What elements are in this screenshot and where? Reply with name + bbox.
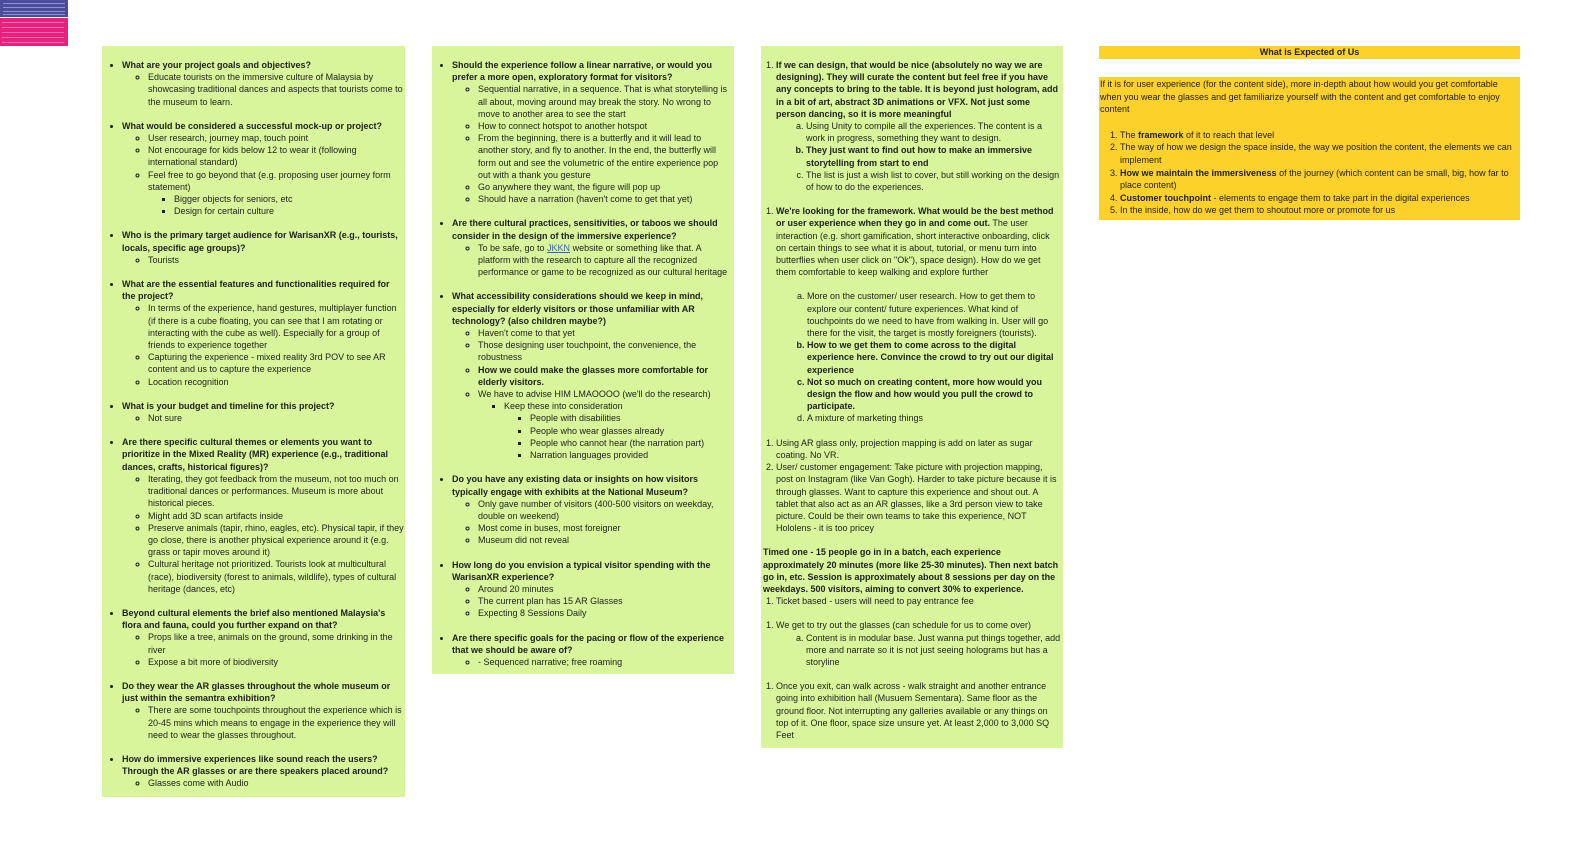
question-text: • Do they wear the AR glasses throughout the whole museum or just within the semantra exhibition?	[122, 680, 391, 704]
question-item	[452, 473, 732, 546]
answer-item: ◦ Only gave number of visitors (400-500 visitors on weekday, double on weekend)	[478, 498, 732, 522]
note-item: 1. We get to try out the glasses (can schedule for us to come over) a. Content is in modular base. Just wanna put things together, add more and narrate so it is not just seeing holograms but has a storyline	[776, 619, 1061, 668]
answer-subitem: ▪ Keep these into consideration ▪ People with disabilities ▪ People who wear glasses already ▪ People who cannot hear (the narration part) ▪ Narration languages provided	[504, 400, 732, 461]
answer-item: ◦ Might add 3D scan artifacts inside	[148, 510, 405, 522]
question-text: • How long do you envision a typical visitor spending with the WarisanXR experience?	[452, 559, 711, 582]
answer-item: ◦ Iterating, they got feedback from the museum, not too much on traditional dances or performances. Museum is more about historical pieces.	[148, 473, 405, 510]
sticky-note-notes[interactable]	[761, 46, 1063, 748]
answer-item: ◦ To be safe, go to JKKN website or something like that. A platform with the research to capture all the recognized performance or game to be recognized as our cultural heritage	[478, 242, 732, 279]
sticky-note-questions-2[interactable]	[432, 46, 734, 674]
answer-item: ◦ In terms of the experience, hand gestures, multiplayer function (if there is a cube floating, you can see that I am rotating or interacting with the cube as well). Especially for a group of friends to experience together	[148, 302, 405, 351]
answer-item: ◦ - Sequenced narrative; free roaming	[478, 656, 732, 668]
note-item: 1. Ticket based - users will need to pay entrance fee	[776, 595, 1061, 607]
answer-item: ◦ Cultural heritage not prioritized. Tourists look at multicultural (race), biodiversity (forest to animals, wildlife), types of cultural heritage (dances, etc)	[148, 558, 405, 595]
answer-item: ◦ Expecting 8 Sessions Daily	[478, 607, 732, 619]
note-subitem: c. Not so much on creating content, more how would you design the flow and how would you pull the crowd to participate.	[807, 376, 1061, 413]
question-text: • Are there cultural practices, sensitivities, or taboos we should consider in the design of the immersive experience?	[452, 218, 718, 241]
answer-item: ◦ How to connect hotspot to another hotspot	[478, 120, 732, 132]
expected-item: 5. In the inside, how do we get them to shoutout more or promote for us	[1120, 204, 1518, 217]
note-subitem: b. How to we get them to come across to the digital experience here. Convince the crowd to try out our digital experience	[807, 339, 1061, 376]
answer-item: ◦ Museum did not reveal	[478, 534, 732, 546]
question-item	[452, 59, 732, 205]
question-item	[122, 229, 405, 266]
note-item: 1. We're looking for the framework. What would be the best method or user experience when they go in and come out. The user interaction (e.g. short gamification, short interactive onboarding, click on certain things to see what it is about, tutorial, or menu turn into butterflies when user click on "Ok"), space design). How do we get them comfortable to keep walking and explore further	[776, 205, 1061, 278]
answer-item: ◦ Not sure	[148, 412, 405, 424]
timed-note: Timed one - 15 people go in in a batch, each experience approximately 20 minutes (more like 25-30 minutes). Then next batch go in, etc. Session is approximately about 8 sessions per day on the weekdays. 500 visitors, aiming to convert 30% to experience.	[763, 547, 1059, 594]
answer-item: ◦ Feel free to go beyond that (e.g. proposing user journey form statement) ▪ Bigger objects for seniors, etc ▪ Design for certain culture	[148, 169, 405, 218]
question-text: • What are the essential features and functionalities required for the project?	[122, 279, 390, 302]
answer-item: ◦ Expose a bit more of biodiversity	[148, 656, 405, 668]
question-text: • What accessibility considerations should we keep in mind, especially for elderly visitors or those unfamiliar with AR technology? (also children maybe?)	[452, 291, 704, 326]
question-item	[122, 436, 405, 595]
answer-item: ◦ Preserve animals (tapir, rhino, eagles, etc). Physical tapir, if they go close, there is another physical experience around it (e.g. grass or tapir moves around it)	[148, 522, 405, 559]
answer-subitem: ▪ People who cannot hear (the narration part)	[530, 437, 732, 449]
question-item	[122, 120, 405, 218]
question-item	[122, 607, 405, 668]
note-subitem: b. They just want to find out how to make an immersive storytelling from start to end	[806, 144, 1061, 168]
answer-item: ◦ From the beginning, there is a butterfly and it will lead to another story, and fly to another. In the end, the butterfly will form out and see the volumetric of the entire experience pop out with a thank you gesture	[478, 132, 732, 181]
note-subitem: a. More on the customer/ user research. How to get them to explore our content/ future experiences. What kind of touchpoints do we need to have from walking in. User will go there for the visit, the target is mostly foreigners (tourists).	[807, 290, 1061, 339]
answer-item: ◦ How we could make the glasses more comfortable for elderly visitors.	[478, 364, 732, 388]
expected-item: 1. The framework of it to reach that level	[1120, 129, 1518, 142]
answer-subitem: ▪ Design for certain culture	[174, 205, 405, 217]
expected-item: 2. The way of how we design the space inside, the way we position the content, the elements we can implement	[1120, 141, 1518, 166]
answer-item: ◦ There are some touchpoints throughout the experience which is 20-45 mins which means to engage in the experience they will need to wear the glasses throughout.	[148, 704, 405, 741]
answer-item: ◦ Go anywhere they want, the figure will pop up	[478, 181, 732, 193]
jkkn-link[interactable]: JKKN	[547, 242, 571, 253]
question-text: • How do immersive experiences like sound reach the users? Through the AR glasses or are there speakers placed around?	[122, 753, 389, 777]
minimap-pink-section	[0, 18, 68, 46]
answer-subitem: ▪ Narration languages provided	[530, 449, 732, 461]
question-text: • Who is the primary target audience for WarisanXR (e.g., tourists, locals, specific age groups)?	[122, 230, 398, 253]
answer-item: ◦ Capturing the experience - mixed reality 3rd POV to see AR content and us to capture the experience	[148, 351, 405, 375]
question-text: • Are there specific goals for the pacing or flow of the experience that we should be aware of?	[452, 632, 725, 655]
note-subitem: a. Using Unity to compile all the experiences. The content is a work in progress, something they want to design.	[806, 120, 1061, 144]
answer-item: ◦ Props like a tree, animals on the ground, some drinking in the river	[148, 631, 405, 655]
sticky-note-questions-1[interactable]	[102, 46, 405, 797]
question-text: • What are your project goals and objectives?	[122, 60, 312, 70]
note-item: 1. If we can design, that would be nice (absolutely no way we are designing). They will curate the content but feel free if you have any concepts to bring to the table. It is beyond just hologram, add in a bit of art, abstract 3D animations or VFX. Not just some person dancing, so it is more meaningful a. Using Unity to compile all the experiences. The content is a work in progress, something they want to design. b. They just want to find out how to make an immersive storytelling from start to end c. The list is just a wish list to cover, but still working on the design of how to do the experiences.	[776, 59, 1061, 193]
question-item	[452, 632, 732, 669]
answer-item: ◦ Most come in buses, most foreigner	[478, 522, 732, 534]
note-subitem: c. The list is just a wish list to cover, but still working on the design of how to do the experiences.	[806, 169, 1061, 193]
question-text: • Do you have any existing data or insights on how visitors typically engage with exhibits at the National Museum?	[452, 474, 699, 497]
note-item: 1. Once you exit, can walk across - walk straight and another entrance going into exhibition hall (Musuem Sementara). Same floor as the ground floor. Not interrupting any galleries available or any things on top of it. One floor, space size unsure yet. At least 2,000 to 3,000 SQ Feet	[776, 680, 1061, 741]
minimap-blue-section	[0, 0, 68, 17]
expected-item: 3. How we maintain the immersiveness of the journey (which content can be small, big, how far to place content)	[1120, 167, 1518, 192]
question-item	[452, 217, 732, 278]
answer-item: ◦ Haven't come to that yet	[478, 327, 732, 339]
question-item	[452, 290, 732, 461]
question-item	[122, 59, 405, 108]
answer-item: ◦ Location recognition	[148, 376, 405, 388]
answer-subitem: ▪ Bigger objects for seniors, etc	[174, 193, 405, 205]
expected-intro: If it is for user experience (for the content side), more in-depth about how would you get comfortable when you wear the glasses and get familiarize yourself with the content and get comfortable to enjoy content	[1100, 79, 1500, 115]
note-subitem: d. A mixture of marketing things	[807, 412, 1061, 424]
note-subitem: a. Content is in modular base. Just wanna put things together, add more and narrate so it is not just seeing holograms but has a storyline	[806, 632, 1061, 669]
answer-item: ◦ Educate tourists on the immersive culture of Malaysia by showcasing traditional dances and aspects that tourists come to the museum to learn.	[148, 71, 405, 108]
answer-item: ◦ Not encourage for kids below 12 to wear it (following international standard)	[148, 144, 405, 168]
question-text: • Should the experience follow a linear narrative, or would you prefer a more open, exploratory format for visitors?	[452, 60, 713, 83]
answer-item: ◦ Around 20 minutes	[478, 583, 732, 595]
answer-subitem: ▪ People who wear glasses already	[530, 425, 732, 437]
sticky-note-expected[interactable]	[1099, 77, 1520, 220]
question-text: • What is your budget and timeline for this project?	[122, 400, 335, 411]
answer-item: ◦ Tourists	[148, 254, 405, 266]
note-item: 2. User/ customer engagement: Take picture with projection mapping, post on Instagram (like Van Gogh). Harder to take picture because it is through glasses. Want to capture this experience and shout out. A tablet that also act as an AR glasses, like a 3rd person view to take picture. Could be their own teams to take this experience, NOT Hololens - it is too pricey	[776, 461, 1061, 534]
question-item	[452, 559, 732, 620]
answer-item: ◦ Should have a narration (haven't come to get that yet)	[478, 193, 732, 205]
question-item	[122, 680, 405, 741]
board-minimap[interactable]	[0, 0, 68, 46]
answer-item: ◦ The current plan has 15 AR Glasses	[478, 595, 732, 607]
question-list	[439, 59, 732, 668]
answer-subitem: ▪ People with disabilities	[530, 412, 732, 424]
answer-item: ◦ User research, journey map, touch point	[148, 132, 405, 144]
answer-item: ◦ We have to advise HIM LMAOOOO (we'll do the research) ▪ Keep these into consideration ▪ People with disabilities ▪ People who wear glasses already ▪ People who cannot hear (the narration part) ▪ Narration languages provided	[478, 388, 732, 461]
expected-title[interactable]: What is Expected of Us	[1099, 46, 1520, 59]
question-text: • Beyond cultural elements the brief also mentioned Malaysia's flora and fauna, could you further expand on that?	[122, 607, 386, 631]
question-item	[122, 278, 405, 388]
expected-item: 4. Customer touchpoint - elements to engage them to take part in the digital experiences	[1120, 192, 1518, 205]
note-item: 1. Using AR glass only, projection mapping is add on later as sugar coating. No VR.	[776, 437, 1061, 461]
question-item	[122, 753, 405, 790]
question-list	[109, 59, 405, 790]
question-text: • What would be considered a successful mock-up or project?	[122, 120, 383, 131]
answer-item: ◦ Glasses come with Audio	[148, 777, 405, 789]
question-text: • Are there specific cultural themes or elements you want to prioritize in the Mixed Reality (MR) experience (e.g., traditional dances, crafts, historical figures)?	[122, 437, 389, 472]
answer-item: ◦ Those designing user touchpoint, the convenience, the robustness	[478, 339, 732, 363]
question-item	[122, 400, 405, 424]
answer-item: ◦ Sequential narrative, in a sequence. That is what storytelling is all about, moving around may break the story. No wrong to move to another area to see the start	[478, 83, 732, 120]
